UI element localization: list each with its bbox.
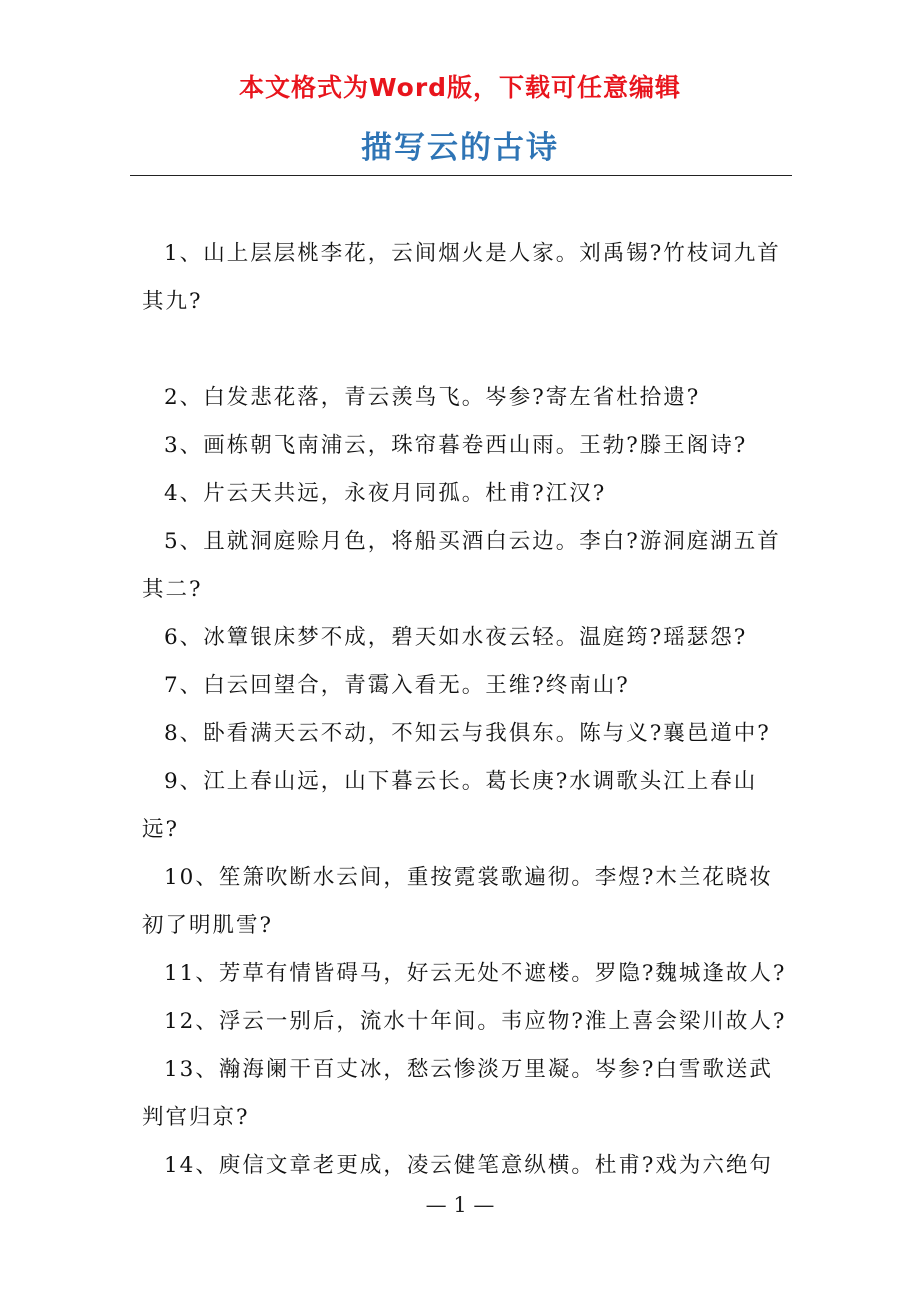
poem-text: 江上春山远，山下暮云长。葛长庚?水调歌头江上春山远? [142,769,758,842]
poem-text: 白云回望合，青霭入看无。王维?终南山? [203,673,630,698]
poem-number: 4、 [164,481,204,506]
poem-number: 11、 [164,961,219,986]
poem-item-10 [142,854,792,950]
poem-item-12 [142,998,792,1046]
poem-number: 2、 [164,385,204,410]
poem-text: 庾信文章老更成，凌云健笔意纵横。杜甫?戏为六绝句 [218,1153,773,1178]
poem-item-1 [142,230,792,326]
poem-item-9 [142,758,792,854]
title-divider [130,175,792,176]
poem-item-11 [142,950,792,998]
poem-number: 12、 [164,1009,219,1034]
poem-text: 且就洞庭赊月色，将船买酒白云边。李白?游洞庭湖五首其二? [142,529,781,602]
poem-text: 冰簟银床梦不成，碧天如水夜云轻。温庭筠?瑶瑟怨? [203,625,748,650]
poem-item-5 [142,518,792,614]
poem-text: 画栋朝飞南浦云，珠帘暮卷西山雨。王勃?滕王阁诗? [203,433,748,458]
poem-item-3 [142,422,792,470]
poem-text: 卧看满天云不动，不知云与我俱东。陈与义?襄邑道中? [203,721,771,746]
poem-number: 7、 [164,673,204,698]
poem-text: 笙箫吹断水云间，重按霓裳歌遍彻。李煜?木兰花晓妆初了明肌雪? [142,865,773,938]
poem-item-2 [142,374,792,422]
poem-number: 10、 [164,865,219,890]
poem-text: 山上层层桃李花，云间烟火是人家。刘禹锡?竹枝词九首其九? [142,241,781,314]
poem-number: 9、 [164,769,204,794]
poem-number: 1、 [164,241,204,266]
poem-number: 8、 [164,721,204,746]
poem-item-13 [142,1046,792,1142]
poem-text: 片云天共远，永夜月同孤。杜甫?江汉? [203,481,607,506]
poem-item-4 [142,470,792,518]
poem-number: 13、 [164,1057,219,1082]
poem-text: 瀚海阑干百丈冰，愁云惨淡万里凝。岑参?白雪歌送武判官归京? [142,1057,773,1130]
poem-text: 白发悲花落，青云羡鸟飞。岑参?寄左省杜拾遗? [203,385,701,410]
poem-text: 浮云一别后，流水十年间。韦应物?淮上喜会梁川故人? [218,1009,787,1034]
poem-number: 14、 [164,1153,219,1178]
poem-number: 3、 [164,433,204,458]
page-title: 描写云的古诗 [361,130,559,166]
poem-item-8 [142,710,792,758]
poem-item-7 [142,662,792,710]
poem-item-6 [142,614,792,662]
poem-number: 6、 [164,625,204,650]
download-banner: 本文格式为Word版，下载可任意编辑 [238,73,682,102]
poem-list [142,230,792,1190]
poem-number: 5、 [164,529,204,554]
poem-text: 芳草有情皆碍马，好云无处不遮楼。罗隐?魏城逢故人? [218,961,787,986]
poem-item-14 [142,1142,792,1190]
page-number: — 1 — [425,1193,495,1217]
